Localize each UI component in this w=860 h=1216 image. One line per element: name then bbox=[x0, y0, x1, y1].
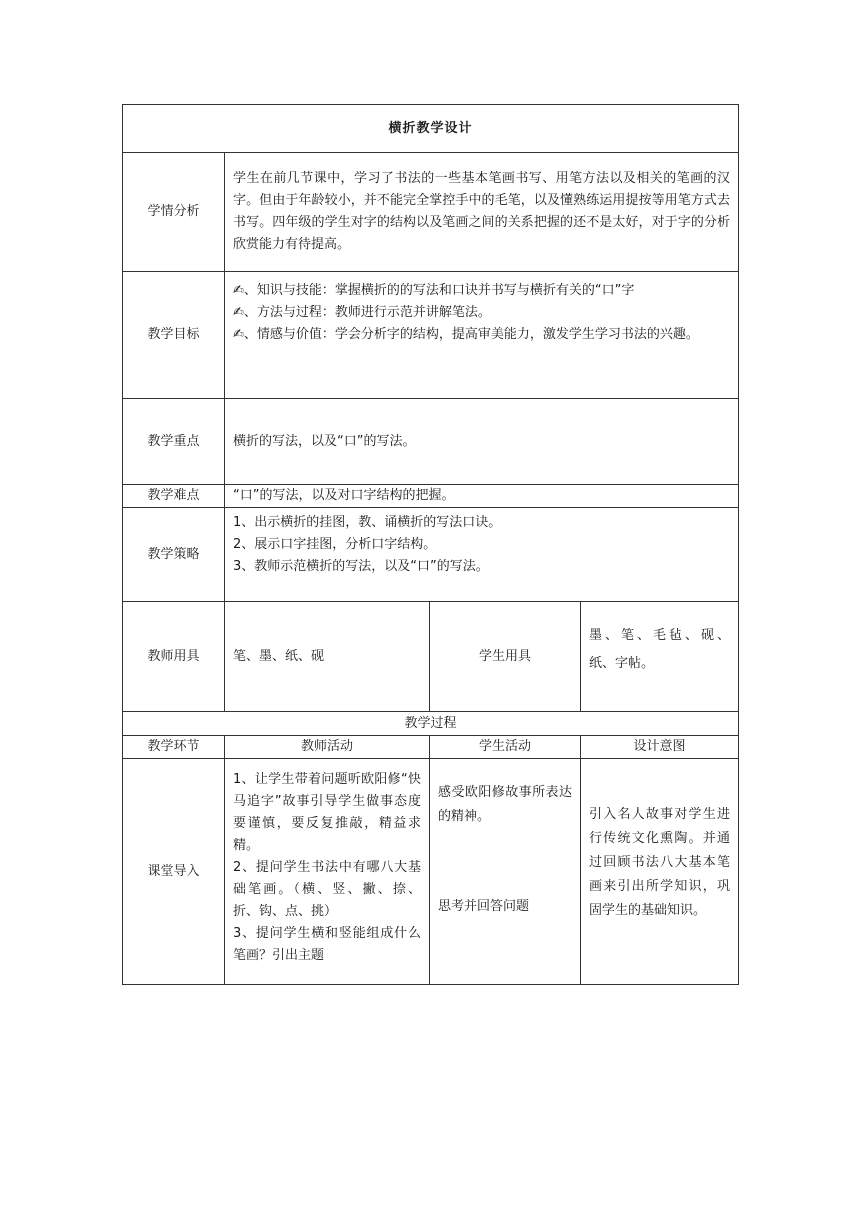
lesson-plan-table bbox=[122, 104, 739, 985]
column-header: 教学环节 bbox=[123, 736, 225, 759]
teacher-tools-text: 笔、墨、纸、砚 bbox=[225, 602, 430, 712]
teacher-activity-item: 2、提问学生书法中有哪八大基础笔画。（横、竖、撇、捺、折、钩、点、挑） bbox=[233, 860, 421, 919]
student-activity-item: 思考并回答问题 bbox=[438, 899, 530, 914]
teacher-tools-label: 教师用具 bbox=[123, 602, 225, 712]
strategy-content bbox=[225, 508, 739, 602]
teacher-activity-item: 3、提问学生横和竖能组成什么笔画？引出主题 bbox=[233, 926, 421, 963]
student-tools-text: 墨、笔、毛毡、砚、纸、字帖。 bbox=[581, 602, 739, 712]
student-activity-item: 感受欧阳修故事所表达的精神。 bbox=[438, 785, 572, 824]
analysis-label: 学情分析 bbox=[123, 153, 225, 272]
goal-item: ✍、方法与过程：教师进行示范并讲解笔法。 bbox=[233, 305, 491, 320]
teacher-activity bbox=[225, 759, 430, 985]
goals-label: 教学目标 bbox=[123, 272, 225, 399]
goal-item: ✍、情感与价值：学会分析字的结构，提高审美能力，激发学生学习书法的兴趣。 bbox=[233, 327, 699, 342]
column-header: 学生活动 bbox=[430, 736, 581, 759]
document-title: 横折教学设计 bbox=[123, 105, 739, 153]
column-header: 设计意图 bbox=[581, 736, 739, 759]
student-activity bbox=[430, 759, 581, 985]
design-intent: 引入名人故事对学生进行传统文化熏陶。并通过回顾书法八大基本笔画来引出所学知识，巩固学生的基础知识。 bbox=[581, 759, 739, 985]
analysis-text: 学生在前几节课中，学习了书法的一些基本笔画书写、用笔方法以及相关的笔画的汉字。但由于年龄较小，并不能完全掌控手中的毛笔，以及懂熟练运用提按等用笔方式去书写。四年级的学生对字的结构以及笔画之间的关系把握的还不是太好，对于字的分析欣赏能力有待提高。 bbox=[225, 153, 739, 272]
key-point-text: 横折的写法，以及“口”的写法。 bbox=[225, 399, 739, 485]
strategy-item: 1、出示横折的挂图，教、诵横折的写法口诀。 bbox=[233, 515, 502, 530]
column-header: 教师活动 bbox=[225, 736, 430, 759]
student-tools-label: 学生用具 bbox=[430, 602, 581, 712]
process-header: 教学过程 bbox=[123, 712, 739, 736]
key-point-label: 教学重点 bbox=[123, 399, 225, 485]
goal-item: ✍、知识与技能：掌握横折的的写法和口诀并书写与横折有关的“口”字 bbox=[233, 283, 635, 298]
difficulty-text: “口”的写法，以及对口字结构的把握。 bbox=[225, 485, 739, 508]
difficulty-label: 教学难点 bbox=[123, 485, 225, 508]
goals-content bbox=[225, 272, 739, 399]
teacher-activity-item: 1、让学生带着问题听欧阳修“快马追字”故事引导学生做事态度要谨慎，要反复推敲，精益求精。 bbox=[233, 772, 421, 853]
strategy-item: 2、展示口字挂图，分析口字结构。 bbox=[233, 537, 437, 552]
stage-label: 课堂导入 bbox=[123, 759, 225, 985]
strategy-item: 3、教师示范横折的写法，以及“口”的写法。 bbox=[233, 559, 489, 574]
strategy-label: 教学策略 bbox=[123, 508, 225, 602]
